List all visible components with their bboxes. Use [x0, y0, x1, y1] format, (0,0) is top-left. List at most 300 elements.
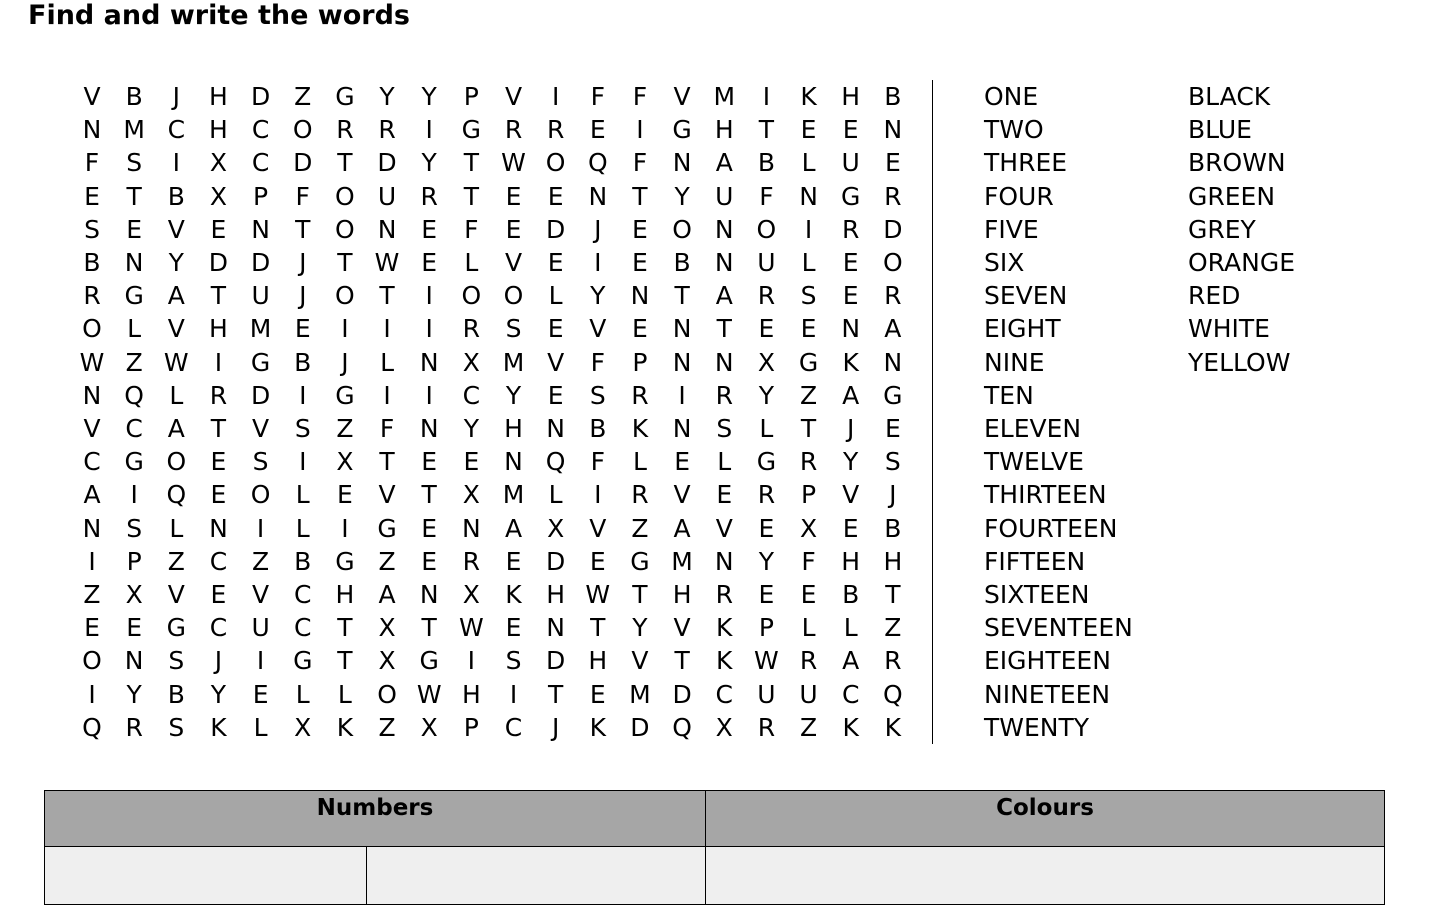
grid-letter[interactable]: N — [799, 181, 818, 211]
grid-letter[interactable]: I — [425, 314, 433, 344]
grid-letter[interactable]: I — [509, 679, 518, 709]
grid-letter[interactable]: N — [124, 646, 144, 676]
grid-letter[interactable]: N — [82, 513, 102, 543]
grid-letter[interactable]: N — [672, 314, 692, 344]
grid-letter[interactable]: V — [83, 414, 101, 443]
grid-letter[interactable]: X — [378, 613, 396, 643]
grid-letter[interactable]: H — [209, 314, 228, 344]
grid-letter[interactable]: N — [714, 214, 734, 244]
grid-letter[interactable]: V — [589, 314, 607, 344]
grid-letter[interactable]: V — [715, 513, 733, 543]
grid-letter[interactable]: G — [124, 447, 144, 477]
grid-letter[interactable]: E — [632, 248, 648, 277]
grid-letter[interactable]: E — [421, 513, 438, 543]
grid-letter[interactable]: B — [167, 679, 185, 709]
grid-letter[interactable]: X — [378, 646, 396, 676]
grid-letter[interactable]: R — [757, 281, 776, 311]
grid-letter[interactable]: I — [130, 480, 138, 510]
grid-letter[interactable]: Y — [210, 679, 227, 709]
grid-letter[interactable]: R — [336, 115, 354, 145]
grid-letter[interactable]: O — [82, 314, 102, 344]
grid-letter[interactable]: A — [167, 281, 185, 311]
grid-letter[interactable]: U — [757, 248, 776, 277]
grid-letter[interactable]: U — [799, 679, 818, 709]
grid-letter[interactable]: W — [585, 580, 611, 609]
grid-letter[interactable]: B — [842, 580, 860, 609]
grid-letter[interactable]: I — [341, 314, 349, 344]
grid-letter[interactable]: E — [84, 181, 100, 211]
grid-letter[interactable]: L — [295, 480, 310, 510]
grid-letter[interactable]: E — [800, 580, 817, 609]
grid-letter[interactable]: W — [501, 148, 526, 178]
grid-letter[interactable]: F — [464, 214, 479, 244]
grid-letter[interactable]: R — [757, 712, 776, 742]
grid-letter[interactable]: K — [336, 712, 354, 742]
grid-letter[interactable]: E — [800, 314, 817, 344]
grid-letter[interactable]: S — [716, 414, 733, 443]
grid-letter[interactable]: X — [294, 712, 312, 742]
grid-letter[interactable]: I — [383, 314, 391, 344]
grid-letter[interactable]: X — [799, 513, 818, 543]
grid-letter[interactable]: I — [636, 115, 644, 145]
grid-letter[interactable]: Y — [463, 414, 479, 443]
grid-letter[interactable]: G — [377, 513, 397, 543]
grid-letter[interactable]: E — [842, 513, 859, 543]
grid-letter[interactable]: C — [294, 580, 312, 609]
grid-letter[interactable]: B — [673, 248, 691, 277]
grid-letter[interactable]: H — [335, 580, 355, 609]
grid-letter[interactable]: X — [125, 580, 143, 609]
grid-letter[interactable]: Q — [883, 679, 903, 709]
grid-letter[interactable]: R — [504, 115, 523, 145]
grid-letter[interactable]: N — [82, 115, 102, 145]
grid-letter[interactable]: A — [842, 380, 860, 410]
grid-letter[interactable]: A — [715, 148, 733, 178]
grid-letter[interactable]: N — [461, 513, 481, 543]
grid-letter[interactable]: G — [798, 347, 819, 377]
grid-letter[interactable]: Q — [545, 447, 566, 477]
grid-letter[interactable]: Y — [505, 380, 522, 410]
grid-letter[interactable]: S — [800, 281, 817, 311]
grid-letter[interactable]: E — [842, 115, 859, 145]
grid-letter[interactable]: Z — [336, 414, 354, 443]
grid-letter[interactable]: O — [672, 214, 692, 244]
grid-letter[interactable]: S — [126, 148, 143, 178]
grid-letter[interactable]: V — [252, 580, 270, 609]
grid-letter[interactable]: S — [294, 414, 311, 443]
grid-letter[interactable]: P — [632, 347, 648, 377]
grid-letter[interactable]: Z — [631, 513, 649, 543]
grid-letter[interactable]: B — [884, 513, 902, 543]
grid-letter[interactable]: W — [163, 347, 189, 377]
grid-letter[interactable]: J — [341, 347, 349, 377]
grid-letter[interactable]: E — [589, 546, 606, 576]
grid-letter[interactable]: J — [299, 281, 307, 311]
grid-letter[interactable]: E — [336, 480, 353, 510]
grid-letter[interactable]: T — [632, 181, 648, 211]
grid-letter[interactable]: E — [252, 679, 269, 709]
grid-letter[interactable]: R — [83, 281, 101, 311]
grid-letter[interactable]: N — [672, 414, 692, 443]
grid-letter[interactable]: J — [172, 82, 180, 111]
grid-letter[interactable]: V — [378, 480, 396, 510]
grid-letter[interactable]: R — [799, 447, 818, 477]
grid-letter[interactable]: X — [209, 148, 227, 178]
grid-letter[interactable]: D — [672, 679, 692, 709]
grid-letter[interactable]: L — [169, 513, 184, 543]
grid-letter[interactable]: E — [884, 414, 901, 443]
grid-letter[interactable]: N — [546, 613, 565, 643]
grid-letter[interactable]: C — [209, 546, 228, 576]
grid-letter[interactable]: F — [84, 148, 100, 178]
grid-letter[interactable]: T — [126, 181, 142, 211]
grid-letter[interactable]: T — [800, 414, 817, 443]
grid-letter[interactable]: D — [250, 82, 271, 111]
grid-letter[interactable]: E — [758, 580, 775, 609]
grid-letter[interactable]: N — [672, 148, 692, 178]
grid-letter[interactable]: N — [419, 414, 439, 443]
grid-letter[interactable]: R — [715, 380, 733, 410]
grid-letter[interactable]: N — [377, 214, 397, 244]
grid-letter[interactable]: I — [678, 380, 686, 410]
grid-letter[interactable]: C — [251, 148, 270, 178]
grid-letter[interactable]: O — [292, 115, 313, 145]
grid-letter[interactable]: N — [883, 347, 903, 377]
grid-letter[interactable]: T — [758, 115, 775, 145]
grid-letter[interactable]: R — [420, 181, 438, 211]
grid-letter[interactable]: T — [337, 148, 353, 178]
grid-letter[interactable]: D — [208, 248, 229, 277]
grid-letter[interactable]: D — [883, 214, 903, 244]
grid-letter[interactable]: F — [590, 82, 605, 111]
grid-letter[interactable]: L — [464, 248, 479, 277]
grid-letter[interactable]: J — [551, 712, 560, 742]
grid-letter[interactable]: K — [716, 646, 733, 676]
grid-letter[interactable]: A — [842, 646, 860, 676]
grid-letter[interactable]: R — [462, 314, 481, 344]
grid-letter[interactable]: C — [251, 115, 270, 145]
grid-letter[interactable]: G — [335, 82, 355, 111]
grid-letter[interactable]: I — [256, 646, 265, 676]
grid-letter[interactable]: M — [629, 679, 651, 709]
grid-letter[interactable]: V — [504, 248, 523, 277]
grid-letter[interactable]: I — [425, 281, 433, 311]
grid-letter[interactable]: H — [714, 115, 734, 145]
grid-letter[interactable]: O — [461, 281, 482, 311]
grid-letter[interactable]: D — [250, 248, 271, 277]
grid-letter[interactable]: H — [588, 646, 608, 676]
grid-letter[interactable]: Q — [587, 148, 608, 178]
grid-letter[interactable]: J — [594, 214, 602, 244]
grid-letter[interactable]: M — [713, 82, 736, 111]
grid-letter[interactable]: H — [841, 546, 861, 576]
grid-letter[interactable]: L — [632, 447, 647, 477]
grid-letter[interactable]: C — [167, 115, 186, 145]
grid-letter[interactable]: L — [801, 148, 816, 178]
grid-letter[interactable]: X — [547, 513, 565, 543]
grid-letter[interactable]: E — [126, 214, 143, 244]
grid-letter[interactable]: N — [672, 347, 692, 377]
grid-letter[interactable]: E — [758, 314, 775, 344]
grid-letter[interactable]: I — [425, 380, 433, 410]
grid-letter[interactable]: K — [800, 82, 817, 111]
grid-letter[interactable]: A — [715, 281, 733, 311]
grid-letter[interactable]: Z — [799, 380, 818, 410]
grid-letter[interactable]: N — [630, 281, 650, 311]
grid-letter[interactable]: N — [714, 347, 734, 377]
grid-letter[interactable]: E — [421, 447, 438, 477]
grid-letter[interactable]: E — [210, 447, 227, 477]
grid-letter[interactable]: T — [337, 613, 353, 643]
grid-letter[interactable]: N — [714, 546, 734, 576]
grid-letter[interactable]: V — [842, 480, 860, 510]
grid-letter[interactable]: F — [295, 181, 310, 211]
grid-letter[interactable]: A — [378, 580, 396, 609]
grid-letter[interactable]: T — [379, 447, 395, 477]
grid-letter[interactable]: T — [716, 314, 732, 344]
grid-letter[interactable]: U — [251, 613, 270, 643]
grid-letter[interactable]: T — [421, 480, 437, 510]
grid-letter[interactable]: T — [295, 214, 311, 244]
grid-letter[interactable]: D — [546, 546, 566, 576]
grid-letter[interactable]: H — [461, 679, 481, 709]
grid-letter[interactable]: D — [250, 380, 271, 410]
grid-letter[interactable]: C — [462, 380, 481, 410]
grid-letter[interactable]: V — [673, 613, 691, 643]
grid-letter[interactable]: E — [505, 613, 522, 643]
grid-letter[interactable]: L — [843, 613, 858, 643]
grid-letter[interactable]: Z — [294, 82, 312, 111]
grid-letter[interactable]: N — [82, 380, 102, 410]
grid-letter[interactable]: K — [842, 347, 859, 377]
grid-letter[interactable]: L — [801, 613, 816, 643]
grid-letter[interactable]: L — [127, 314, 142, 344]
grid-letter[interactable]: R — [462, 546, 481, 576]
grid-letter[interactable]: R — [884, 281, 902, 311]
grid-letter[interactable]: N — [209, 513, 228, 543]
grid-letter[interactable]: L — [253, 712, 268, 742]
grid-letter[interactable]: A — [884, 314, 902, 344]
grid-letter[interactable]: B — [884, 82, 902, 111]
grid-letter[interactable]: F — [759, 181, 774, 211]
grid-letter[interactable]: U — [715, 181, 734, 211]
grid-letter[interactable]: P — [126, 546, 142, 576]
grid-letter[interactable]: S — [589, 380, 606, 410]
grid-letter[interactable]: Z — [884, 613, 902, 643]
grid-letter[interactable]: R — [546, 115, 565, 145]
grid-letter[interactable]: T — [210, 414, 227, 443]
grid-letter[interactable]: D — [377, 148, 397, 178]
grid-letter[interactable]: J — [889, 480, 897, 510]
grid-letter[interactable]: F — [632, 148, 648, 178]
grid-letter[interactable]: Z — [252, 546, 270, 576]
grid-letter[interactable]: T — [674, 646, 690, 676]
grid-letter[interactable]: H — [504, 414, 523, 443]
grid-letter[interactable]: Y — [126, 679, 142, 709]
grid-letter[interactable]: V — [167, 580, 185, 609]
grid-letter[interactable]: E — [884, 148, 901, 178]
grid-letter[interactable]: S — [168, 712, 185, 742]
grid-letter[interactable]: H — [209, 115, 228, 145]
grid-letter[interactable]: S — [505, 314, 522, 344]
grid-letter[interactable]: C — [504, 712, 523, 742]
grid-letter[interactable]: W — [79, 347, 105, 377]
grid-letter[interactable]: W — [754, 646, 779, 676]
grid-letter[interactable]: T — [463, 181, 479, 211]
grid-letter[interactable]: Y — [168, 248, 184, 277]
grid-letter[interactable]: B — [294, 347, 312, 377]
grid-letter[interactable]: E — [589, 679, 606, 709]
grid-letter[interactable]: L — [169, 380, 184, 410]
grid-letter[interactable]: T — [337, 646, 353, 676]
grid-letter[interactable]: E — [505, 214, 522, 244]
grid-letter[interactable]: K — [210, 712, 227, 742]
grid-letter[interactable]: I — [594, 480, 602, 510]
grid-letter[interactable]: Z — [125, 347, 143, 377]
grid-letter[interactable]: T — [463, 148, 479, 178]
grid-letter[interactable]: H — [546, 580, 566, 609]
grid-letter[interactable]: E — [716, 480, 733, 510]
grid-letter[interactable]: Q — [672, 712, 692, 742]
grid-letter[interactable]: E — [421, 248, 438, 277]
grid-letter[interactable]: N — [419, 580, 439, 609]
grid-letter[interactable]: C — [841, 679, 860, 709]
grid-letter[interactable]: F — [632, 82, 648, 111]
grid-letter[interactable]: X — [420, 712, 438, 742]
numbers-answer-cell[interactable] — [367, 847, 706, 905]
grid-letter[interactable]: V — [547, 347, 565, 377]
grid-letter[interactable]: G — [672, 115, 692, 145]
grid-letter[interactable]: E — [589, 115, 606, 145]
grid-letter[interactable]: N — [251, 214, 270, 244]
grid-letter[interactable]: X — [757, 347, 775, 377]
grid-letter[interactable]: I — [467, 646, 476, 676]
grid-letter[interactable]: I — [762, 82, 771, 111]
grid-letter[interactable]: C — [125, 414, 143, 443]
grid-letter[interactable]: L — [801, 248, 816, 277]
grid-letter[interactable]: K — [505, 580, 522, 609]
grid-letter[interactable]: I — [299, 380, 307, 410]
grid-letter[interactable]: A — [673, 513, 691, 543]
grid-letter[interactable]: A — [167, 414, 185, 443]
grid-letter[interactable]: Y — [379, 82, 395, 111]
grid-letter[interactable]: G — [250, 347, 271, 377]
grid-letter[interactable]: T — [379, 281, 395, 311]
grid-letter[interactable]: O — [545, 148, 566, 178]
grid-letter[interactable]: E — [505, 181, 522, 211]
grid-letter[interactable]: I — [383, 380, 391, 410]
grid-letter[interactable]: Y — [632, 613, 648, 643]
grid-letter[interactable]: B — [167, 181, 185, 211]
grid-letter[interactable]: P — [463, 712, 479, 742]
grid-letter[interactable]: U — [251, 281, 270, 311]
grid-letter[interactable]: R — [799, 646, 818, 676]
grid-letter[interactable]: G — [883, 380, 903, 410]
grid-letter[interactable]: W — [374, 248, 400, 277]
grid-letter[interactable]: P — [253, 181, 269, 211]
grid-letter[interactable]: T — [590, 613, 606, 643]
grid-letter[interactable]: E — [210, 480, 227, 510]
grid-letter[interactable]: M — [123, 115, 145, 145]
grid-letter[interactable]: G — [756, 447, 777, 477]
grid-letter[interactable]: B — [294, 546, 312, 576]
grid-letter[interactable]: D — [546, 646, 566, 676]
grid-letter[interactable]: O — [756, 214, 777, 244]
grid-letter[interactable]: V — [673, 480, 691, 510]
grid-letter[interactable]: U — [841, 148, 860, 178]
grid-letter[interactable]: D — [546, 214, 566, 244]
grid-letter[interactable]: Y — [674, 181, 690, 211]
grid-letter[interactable]: C — [209, 613, 228, 643]
grid-letter[interactable]: Z — [83, 580, 101, 609]
grid-letter[interactable]: Z — [167, 546, 185, 576]
grid-letter[interactable]: Q — [166, 480, 187, 510]
grid-letter[interactable]: S — [168, 646, 185, 676]
grid-letter[interactable]: G — [419, 646, 439, 676]
grid-letter[interactable]: V — [252, 414, 270, 443]
grid-letter[interactable]: G — [166, 613, 186, 643]
grid-letter[interactable]: N — [841, 314, 861, 344]
grid-letter[interactable]: P — [758, 613, 774, 643]
grid-letter[interactable]: R — [631, 480, 649, 510]
grid-letter[interactable]: I — [88, 679, 96, 709]
grid-letter[interactable]: B — [83, 248, 101, 277]
grid-letter[interactable]: R — [757, 480, 776, 510]
grid-letter[interactable]: N — [504, 447, 523, 477]
grid-letter[interactable]: R — [884, 181, 902, 211]
grid-letter[interactable]: N — [546, 414, 565, 443]
grid-letter[interactable]: E — [421, 546, 438, 576]
grid-letter[interactable]: G — [293, 646, 313, 676]
grid-letter[interactable]: J — [847, 414, 855, 443]
grid-letter[interactable]: J — [214, 646, 223, 676]
grid-letter[interactable]: R — [209, 380, 228, 410]
grid-letter[interactable]: N — [714, 248, 734, 277]
grid-letter[interactable]: T — [210, 281, 227, 311]
grid-letter[interactable]: E — [758, 513, 775, 543]
grid-letter[interactable]: L — [337, 679, 352, 709]
grid-letter[interactable]: U — [757, 679, 776, 709]
grid-letter[interactable]: V — [504, 82, 523, 111]
grid-letter[interactable]: G — [630, 546, 650, 576]
grid-letter[interactable]: Z — [378, 546, 396, 576]
grid-letter[interactable]: D — [293, 148, 313, 178]
grid-letter[interactable]: L — [548, 480, 563, 510]
grid-letter[interactable]: Y — [590, 281, 606, 311]
grid-letter[interactable]: X — [462, 480, 480, 510]
grid-letter[interactable]: O — [377, 679, 397, 709]
grid-letter[interactable]: E — [842, 248, 859, 277]
grid-letter[interactable]: Q — [124, 380, 144, 410]
grid-letter[interactable]: L — [380, 347, 395, 377]
grid-letter[interactable]: I — [88, 546, 96, 576]
grid-letter[interactable]: L — [759, 414, 774, 443]
grid-letter[interactable]: H — [672, 580, 692, 609]
grid-letter[interactable]: L — [548, 281, 563, 311]
grid-letter[interactable]: I — [594, 248, 602, 277]
grid-letter[interactable]: H — [209, 82, 228, 111]
grid-letter[interactable]: Y — [758, 380, 775, 410]
grid-letter[interactable]: Y — [758, 546, 775, 576]
grid-letter[interactable]: M — [249, 314, 272, 344]
grid-letter[interactable]: X — [462, 347, 480, 377]
grid-letter[interactable]: F — [801, 546, 816, 576]
grid-letter[interactable]: R — [842, 214, 860, 244]
grid-letter[interactable]: F — [590, 447, 605, 477]
grid-letter[interactable]: O — [82, 646, 102, 676]
grid-letter[interactable]: K — [716, 613, 733, 643]
numbers-answer-cell[interactable] — [45, 847, 367, 905]
